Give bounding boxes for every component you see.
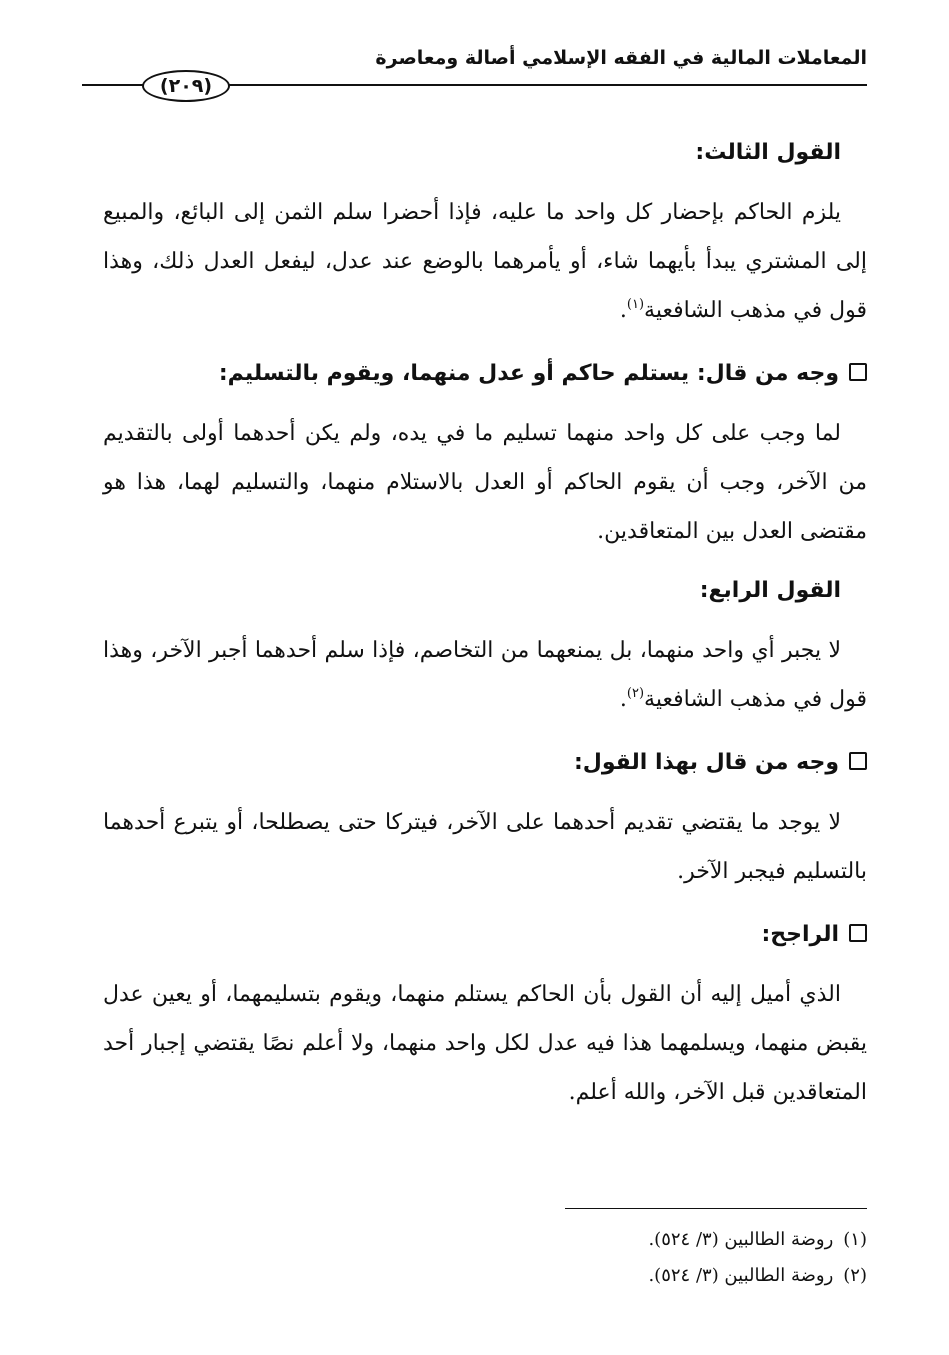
paragraph-fourth-reasoning: لا يوجد ما يقتضي تقديم أحدهما على الآخر، فيتركا حتى يصطلحا، أو يتبرع أحدهما بالتسليم فيجبر الآخر.: [103, 810, 867, 884]
footnotes: [103, 1222, 867, 1294]
paragraph-text: لا يجبر أي واحد منهما، بل يمنعهما من التخاصم، فإذا سلم أحدهما أجبر الآخر، وهذا قول في مذهب الشافعية: [103, 638, 867, 712]
paragraph-end: .: [619, 687, 627, 712]
footnote-ref-2[interactable]: (٢): [626, 686, 645, 701]
footnote-number: (١): [843, 1229, 867, 1250]
paragraph-third-opinion: [103, 188, 867, 335]
section-heading-fourth-reasoning: [103, 740, 867, 786]
footnote-number: (٢): [843, 1265, 867, 1286]
heading-text: الراجح:: [761, 922, 839, 947]
paragraph-fourth-opinion: [103, 626, 867, 724]
section-heading-third-reasoning: [103, 351, 867, 397]
book-title: المعاملات المالية في الفقه الإسلامي أصالة ومعاصرة: [375, 47, 867, 69]
footnote-text: روضة الطالبين (٣/ ٥٢٤).: [648, 1265, 834, 1286]
square-bullet-icon: [849, 752, 867, 770]
footnote-2: [103, 1258, 867, 1294]
section-heading-fourth-opinion: القول الرابع:: [699, 578, 841, 603]
running-header: [82, 44, 867, 97]
heading-text: وجه من قال بهذا القول:: [573, 750, 839, 775]
square-bullet-icon: [849, 924, 867, 942]
square-bullet-icon: [849, 363, 867, 381]
footnote-separator: [565, 1208, 867, 1209]
page-body: [103, 130, 867, 1117]
paragraph-text: يلزم الحاكم بإحضار كل واحد ما عليه، فإذا أحضرا سلم الثمن إلى البائع، والمبيع إلى المشتري يبدأ بأيهما شاء، أو يأمرهما بالوضع عند عدل، ليفعل العدل ذلك، وهذا قول في مذهب الشافعية: [103, 200, 867, 323]
paragraph-end: .: [619, 298, 627, 323]
heading-text: وجه من قال: يستلم حاكم أو عدل منهما، ويقوم بالتسليم:: [218, 361, 839, 386]
paragraph-preferred: الذي أميل إليه أن القول بأن الحاكم يستلم منهما، ويقوم بتسليمهما، أو يعين عدل يقبض منهما، ويسلمهما هذا فيه عدل لكل واحد منهما، ولا أعلم نصًا يقتضي إجبار أحد المتعاقدين قبل الآخر، والله أعلم.: [103, 982, 867, 1105]
paragraph-third-reasoning: لما وجب على كل واحد منهما تسليم ما في يده، ولم يكن أحدهما أولى بالتقديم من الآخر، وجب أن يقوم الحاكم أو العدل بالاستلام منهما، والتسليم لهما، هذا هو مقتضى العدل بين المتعاقدين.: [103, 421, 867, 544]
footnote-ref-1[interactable]: (١): [626, 297, 645, 312]
page-number: (٢٠٩): [142, 70, 230, 102]
footnote-text: روضة الطالبين (٣/ ٥٢٤).: [648, 1229, 834, 1250]
section-heading-preferred: [103, 912, 867, 958]
footnote-1: [103, 1222, 867, 1258]
section-heading-third-opinion: القول الثالث:: [695, 140, 841, 165]
